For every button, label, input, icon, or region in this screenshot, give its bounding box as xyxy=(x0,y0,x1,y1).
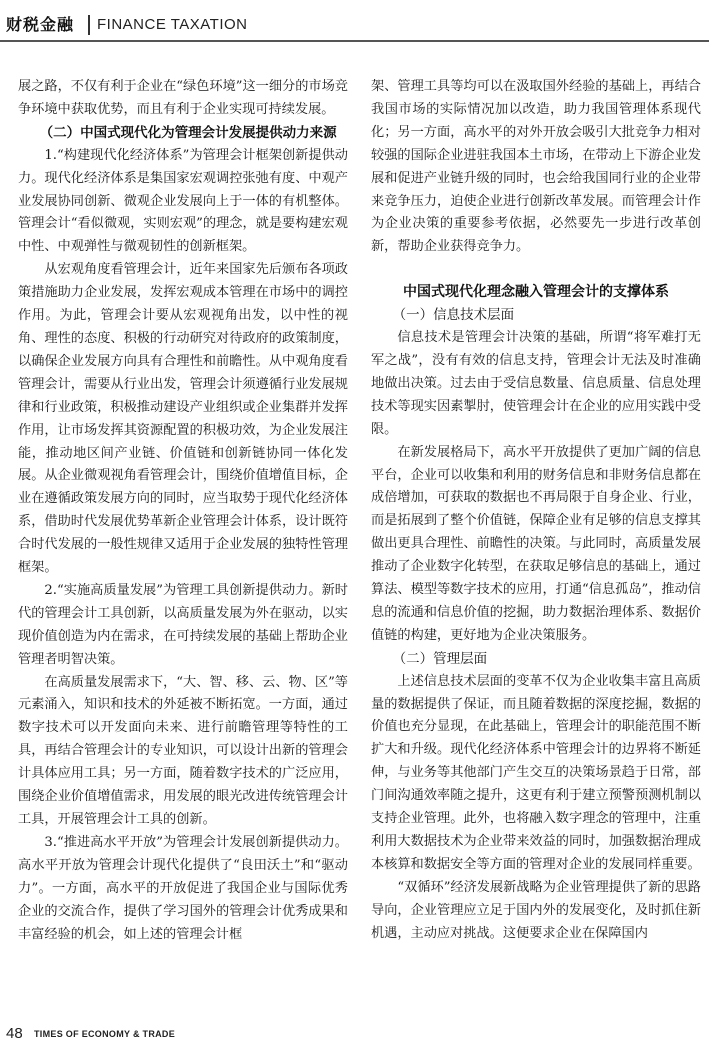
page-number: 48 xyxy=(6,1025,23,1042)
header-divider xyxy=(88,15,90,35)
paragraph: 上述信息技术层面的变革不仅为企业收集丰富且高质量的数据提供了保证，而且随着数据的深度挖掘，数据的价值也充分显现，在此基础上，管理会计的职能范围不断扩大和升级。现代化经济体系中管理会计的边界将不断延伸，与业务等其他部门产生交互的决策场景趋于日常，部门间沟通效率随之提升，这更有利于建立预警预测机制以支持企业管理。此外，也将融入数字理念的管理中，注重利用大数据技术为企业带来效益的同时，加强数据治理成本核算和数据安全等方面的管理对企业的发展同样重要。 xyxy=(371,673,701,872)
right-column xyxy=(371,76,701,946)
paragraph: 架、管理工具等均可以在汲取国外经验的基础上，再结合我国市场的实际情况加以改造，助力我国管理体系现代化；另一方面，高水平的对外开放会吸引大批竞争力相对较强的国际企业进驻我国本土市场，在带动上下游企业发展和促进产业链升级的同时，也会给我国同行业的企业带来竞争压力，迫使企业进行创新改革发展。而管理会计作为企业决策的重要参考依据，必然要先一步进行改革创新，帮助企业获得竞争力。 xyxy=(371,79,701,255)
paragraph: 在新发展格局下，高水平开放提供了更加广阔的信息平台，企业可以收集和利用的财务信息和非财务信息都在成倍增加，可获取的数据也不再局限于自身企业、行业，而是拓展到了整个价值链，保障企业有足够的信息支撑其做出更具合理性、前瞻性的决策。与此同时，高质量发展推动了企业数字化转型，在获取足够信息的基础上，通过算法、模型等数字技术的应用，打通“信息孤岛”，推动信息的流通和信息价值的挖掘，助力数据治理体系、数据价值链的构建，更好地为企业决策服务。 xyxy=(371,444,701,643)
paragraph: “双循环”经济发展新战略为企业管理提供了新的思路导向，企业管理应立足于国内外的发展变化，及时抓住新机遇，主动应对挑战。这便要求企业在保障国内 xyxy=(371,879,701,941)
paragraph: 2.“实施高质量发展”为管理工具创新提供动力。新时代的管理会计工具创新，以高质量发展为外在驱动，以实现价值创造为内在需求，在可持续发展的基础上帮助企业管理者明智决策。 xyxy=(18,582,348,667)
paragraph: 在高质量发展需求下，“大、智、移、云、物、区”等元素涌入，知识和技术的外延被不断拓宽。一方面，通过数字技术可以开发面向未来、进行前瞻管理等特性的工具，再结合管理会计的专业知识，可以设计出新的管理会计具体应用工具；另一方面，随着数字技术的广泛应用，围绕企业价值增值需求，用发展的眼光改进传统管理会计工具，开展管理会计工具的创新。 xyxy=(18,674,348,827)
header-rule xyxy=(0,40,709,42)
paragraph: 3.“推进高水平开放”为管理会计发展创新提供动力。高水平开放为管理会计现代化提供了“良田沃土”和“驱动力”。一方面，高水平的开放促进了我国企业与国际优秀企业的交流合作，提供了学习国外的管理会计优秀成果和丰富经验的机会，如上述的管理会计框 xyxy=(18,834,348,942)
column-name-en: FINANCE TAXATION xyxy=(97,16,248,33)
page-header xyxy=(0,12,709,38)
paragraph: 信息技术是管理会计决策的基础，所谓“将军难打无军之战”，没有有效的信息支持，管理会计无法及时准确地做出决策。过去由于受信息数量、信息质量、信息处理技术等现实因素掣肘，使管理会计在企业的应用实践中受限。 xyxy=(371,330,701,437)
section-heading: （二）中国式现代化为管理会计发展提供动力来源 xyxy=(39,124,337,141)
section-title: 中国式现代化理念融入管理会计的支撑体系 xyxy=(403,284,669,301)
journal-name: TIMES OF ECONOMY & TRADE xyxy=(34,1029,176,1039)
left-column xyxy=(18,76,348,946)
paragraph: 从宏观角度看管理会计，近年来国家先后颁布各项政策措施助力企业发展，发挥宏观成本管理在市场中的调控作用。为此，管理会计要从宏观视角出发，以中性的视角、理性的态度、积极的行动研究对待政府的政策制度，以确保企业发展方向具有合理性和前瞻性。从中观角度看管理会计，需要从行业出发，管理会计须遵循行业发展规律和行业政策，积极推动建设产业组织或企业集群并发挥作用，让市场发挥其资源配置的积极功效，为企业发展注能，推动地区间产业链、价值链和创新链协同一体化发展。从企业微观视角看管理会计，围绕价值增值目标，企业在遵循政策发展方向的同时，应当取势于现代化经济体系，借助时代发展优势革新企业管理会计体系，设计既符合时代发展的一般性规律又适用于企业发展的独特性管理框架。 xyxy=(18,262,348,576)
page-footer xyxy=(0,1022,709,1046)
subsection-heading: （二）管理层面 xyxy=(392,650,488,667)
paragraph: 展之路，不仅有利于企业在“绿色环境”这一细分的市场竞争环境中获取优势，而且有利于企业实现可持续发展。 xyxy=(18,79,348,117)
spacer xyxy=(371,259,701,281)
subsection-heading: （一）信息技术层面 xyxy=(392,307,515,324)
paragraph: 1.“构建现代化经济体系”为管理会计框架创新提供动力。现代化经济体系是集国家宏观调控张弛有度、中观产业发展协同创新、微观企业发展向上于一体的有机整体。管理会计“看似微观，实则宏观”的理念，就是要构建宏观中性、中观弹性与微观韧性的创新框架。 xyxy=(18,147,348,255)
column-name-cn: 财税金融 xyxy=(6,15,75,34)
